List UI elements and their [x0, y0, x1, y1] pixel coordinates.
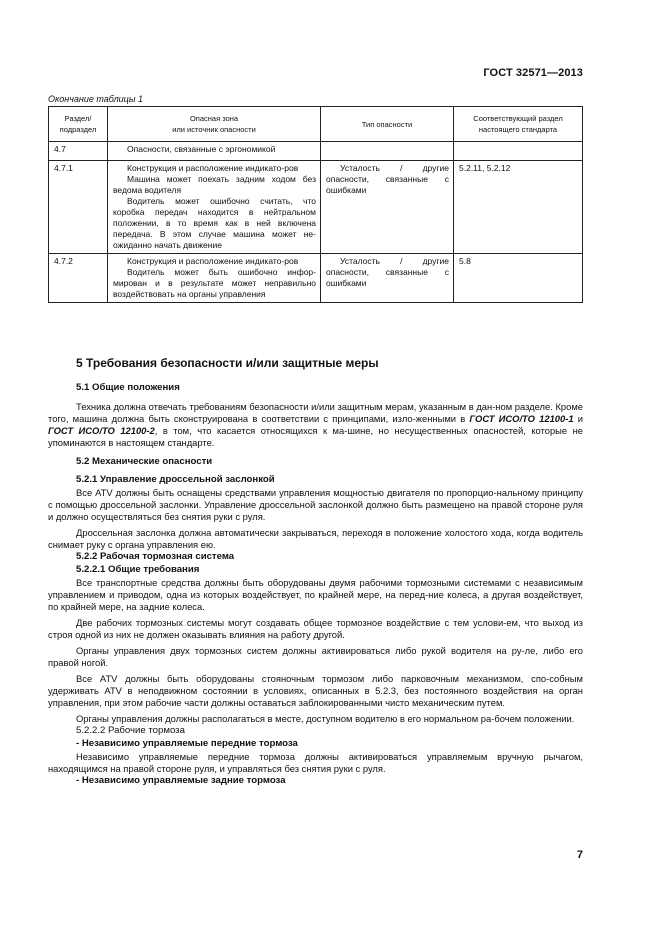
table-header-row	[49, 107, 583, 142]
table-row	[49, 161, 583, 254]
page-number: 7	[576, 849, 583, 861]
paragraph: Две рабочих тормозных системы могут создавать общее тормозное воздействие с тем услови-ем, что выход из строя одной из них не должен оказывать влияния на работу другой.	[48, 617, 583, 640]
text-span: и	[573, 413, 583, 424]
source-paragraph: Конструкция и расположение индикато-ров	[127, 163, 299, 173]
header-section-line2: подраздел	[59, 125, 97, 134]
header-section-line1: Раздел/	[64, 114, 92, 123]
paragraph: Дроссельная заслонка должна автоматически закрываться, переходя в положение холостого хода, когда водитель снимает руку с органа управления ею.	[48, 527, 583, 550]
body-content	[48, 357, 583, 788]
header-hazard-source	[108, 107, 321, 142]
table-caption: Окончание таблицы 1	[48, 94, 143, 104]
paragraph: Все ATV должны быть оборудованы стояночным тормозом либо парковочным механизмом, спо-собным удерживать ATV в неподвижном состоянии в условиях, описанных в 5.2.3, без постоянного воздействия на орган управления, при этом рабочие части должны оставаться заблокированными чисто механическим путем.	[48, 673, 583, 708]
section-5-1-title: 5.1 Общие положения	[76, 382, 180, 393]
cell-ref: 5.8	[454, 254, 583, 303]
cell-source: Опасности, связанные с эргономикой	[108, 142, 321, 161]
text-span: , в том, что касается относящихся к ма-шине, но несущественных опасностей, которые не упоминаются в настоящем стандарте.	[48, 425, 583, 448]
document-code: ГОСТ 32571—2013	[483, 67, 583, 79]
standard-reference: ГОСТ ИСО/ТО 12100-1	[469, 413, 574, 424]
front-brakes-title: - Независимо управляемые передние тормоза	[76, 738, 298, 749]
paragraph: Органы управления должны располагаться в месте, доступном водителю в его нормальном ра-бочем положении.	[76, 713, 575, 724]
cell-type: Усталость / другие опасности, связанные с ошибками	[321, 161, 454, 254]
rear-brakes-title: - Независимо управляемые задние тормоза	[76, 775, 286, 786]
cell-source	[108, 161, 321, 254]
cell-source	[108, 254, 321, 303]
section-5-2-2-2-title: 5.2.2.2 Рабочие тормоза	[76, 725, 185, 736]
paragraph: Все ATV должны быть оснащены средствами управления мощностью двигателя по пропорцио-нальному принципу с помощью дроссельной заслонки. Управление дроссельной заслонкой должно быть размещено на правой стороне руля и должно осуществляться без снятия руки с руля.	[48, 487, 583, 522]
cell-type	[321, 142, 454, 161]
header-source-line2: или источник опасности	[172, 125, 256, 134]
section-5-2-1-title: 5.2.1 Управление дроссельной заслонкой	[76, 474, 275, 485]
cell-ref	[454, 142, 583, 161]
section-5-1-paragraph	[48, 401, 583, 449]
header-section	[49, 107, 108, 142]
cell-section: 4.7.2	[49, 254, 108, 303]
cell-ref: 5.2.11, 5.2.12	[454, 161, 583, 254]
header-source-line1: Опасная зона	[189, 114, 239, 123]
table-row	[49, 142, 583, 161]
header-hazard-type: Тип опасности	[321, 107, 454, 142]
section-5-2-2-1-title: 5.2.2.1 Общие требования	[76, 564, 200, 575]
source-paragraph: Водитель может быть ошибочно инфор-мирован и в результате может неправильно воздействовать на органы управления	[113, 267, 316, 299]
source-paragraph: Конструкция и расположение индикато-ров	[127, 256, 299, 266]
text-span: Техника должна отвечать требованиям безопасности и/или защитным мерам, указанным в дан-ном разделе. Кроме того, машина должна быть сконструирована в соответствии с принципами, изло-женными в	[48, 401, 583, 424]
hazards-table	[48, 106, 583, 303]
section-5-2-title: 5.2 Механические опасности	[76, 456, 213, 467]
cell-type: Усталость / другие опасности, связанные с ошибками	[321, 254, 454, 303]
paragraph: Независимо управляемые передние тормоза должны активироваться управляемым вручную рычагом, находящимся на правой стороне руля, и управляться без снятия руки с руля.	[48, 751, 583, 774]
header-standard-ref	[454, 107, 583, 142]
source-paragraph: Машина может поехать задним ходом без ведома водителя	[113, 174, 316, 195]
source-paragraph: Водитель может ошибочно считать, что коробка передач находится в нейтральном положении, в то время как в ней включена передача. В этом случае машина может не-ожиданно начать движение	[113, 196, 316, 250]
table-row	[49, 254, 583, 303]
paragraph: Все транспортные средства должны быть оборудованы двумя рабочими тормозными системами с независимым управлением и приводом, одна из которых воздействует, по крайней мере, на перед-ние колеса, а другая воздействует, по крайней мере, на задние колеса.	[48, 577, 583, 612]
cell-section: 4.7.1	[49, 161, 108, 254]
paragraph: Органы управления двух тормозных систем должны активироваться либо рукой водителя на ру-ле, либо его правой ногой.	[48, 645, 583, 668]
header-ref-line1: Соответствующий раздел	[473, 114, 563, 123]
section-5-title: 5 Требования безопасности и/или защитные меры	[76, 356, 379, 370]
header-ref-line2: настоящего стандарта	[478, 125, 558, 134]
standard-reference: ГОСТ ИСО/ТО 12100-2	[48, 425, 155, 436]
section-5-2-2-title: 5.2.2 Рабочая тормозная система	[76, 551, 235, 562]
cell-section: 4.7	[49, 142, 108, 161]
